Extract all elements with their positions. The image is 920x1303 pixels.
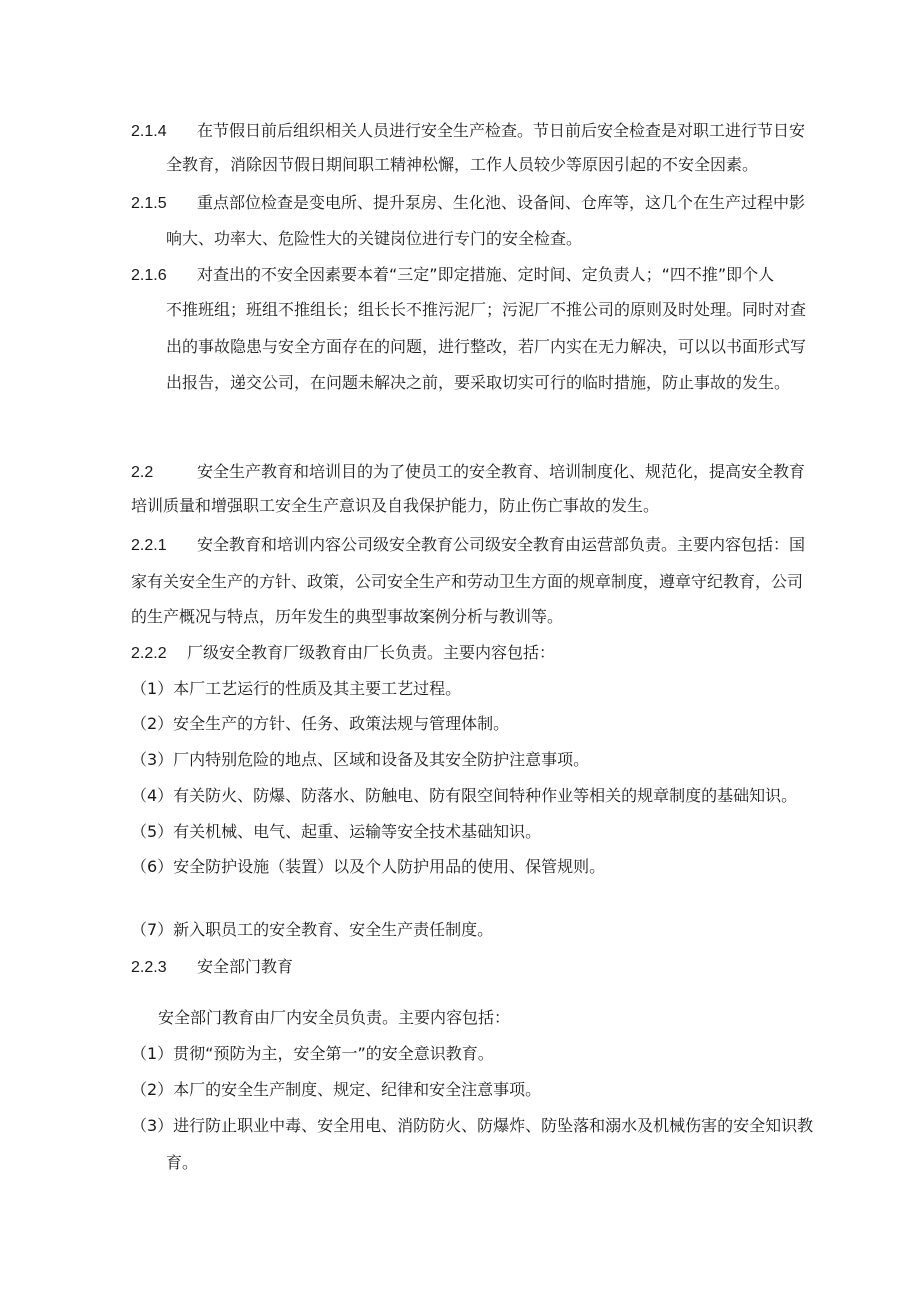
section-number: 2.2.2 (131, 645, 167, 662)
section-2-1-5-line-2: 响大、功率大、危险性大的关键岗位进行专门的安全检查。 (166, 229, 583, 248)
section-title: 安全部门教育 (197, 957, 294, 976)
section-2-2-line-1 (131, 462, 805, 483)
section-2-2-1-line-3: 的生产概况与特点，历年发生的典型事故案例分析与教训等。 (131, 607, 564, 626)
section-2-2-line-2: 培训质量和增强职工安全生产意识及自我保护能力，防止伤亡事故的发生。 (131, 496, 660, 515)
list-item: （2）本厂的安全生产制度、规定、纪律和安全注意事项。 (131, 1080, 542, 1099)
section-2-2-3-heading (131, 957, 293, 978)
list-item: （3）厂内特别危险的地点、区域和设备及其安全防护注意事项。 (131, 750, 590, 769)
section-number: 2.1.6 (131, 267, 167, 284)
paragraph-text: 在节假日前后组织相关人员进行安全生产检查。节日前后安全检查是对职工进行节日安 (197, 121, 806, 140)
section-2-2-1-line-1 (131, 535, 805, 556)
list-item: （4）有关防火、防爆、防落水、防触电、防有限空间特种作业等相关的规章制度的基础知识。 (131, 786, 798, 805)
section-2-2-3-intro: 安全部门教育由厂内安全员负责。主要内容包括： (158, 1008, 511, 1027)
section-number: 2.2.3 (131, 959, 167, 976)
section-2-2-2-heading (131, 643, 555, 664)
list-item: （2）安全生产的方针、任务、政策法规与管理体制。 (131, 714, 510, 733)
section-number: 2.2.1 (131, 537, 167, 554)
section-number: 2.1.4 (131, 123, 167, 140)
list-item-continuation: 育。 (166, 1153, 199, 1172)
paragraph-text: 重点部位检查是变电所、提升泵房、生化池、设备间、仓库等，这几个在生产过程中影 (197, 193, 806, 212)
list-item: （7）新入职员工的安全教育、安全生产责任制度。 (131, 920, 494, 939)
section-2-1-6-line-2: 不推班组；班组不推组长；组长长不推污泥厂；污泥厂不推公司的原则及时处理。同时对查 (166, 300, 807, 319)
section-2-1-6-line-1 (131, 265, 774, 286)
paragraph-text: 对查出的不安全因素要本着“三定”即定措施、定时间、定负责人；“四不推”即个人 (197, 265, 775, 284)
list-item: （6）安全防护设施（装置）以及个人防护用品的使用、保管规则。 (131, 857, 606, 876)
section-2-1-5-line-1 (131, 193, 805, 214)
paragraph-text: 厂级安全教育厂级教育由厂长负责。主要内容包括： (187, 643, 556, 662)
list-item: （1）本厂工艺运行的性质及其主要工艺过程。 (131, 679, 462, 698)
section-2-1-4-line-1 (131, 121, 805, 142)
list-item: （1）贯彻“预防为主，安全第一”的安全意识教育。 (131, 1044, 494, 1063)
paragraph-text: 安全生产教育和培训目的为了使员工的安全教育、培训制度化、规范化，提高安全教育 (197, 462, 806, 481)
section-2-2-1-line-2: 家有关安全生产的方针、政策，公司安全生产和劳动卫生方面的规章制度，遵章守纪教育，公司 (131, 572, 804, 591)
list-item: （3）进行防止职业中毒、安全用电、消防防火、防爆炸、防坠落和溺水及机械伤害的安全知识教 (131, 1116, 814, 1135)
section-number: 2.1.5 (131, 195, 167, 212)
section-number: 2.2 (131, 464, 154, 481)
section-2-1-6-line-3: 出的事故隐患与安全方面存在的问题，进行整改，若厂内实在无力解决，可以以书面形式写 (166, 337, 807, 356)
section-2-1-6-line-4: 出报告，递交公司，在问题未解决之前，要采取切实可行的临时措施，防止事故的发生。 (166, 373, 791, 392)
paragraph-text: 安全教育和培训内容公司级安全教育公司级安全教育由运营部负责。主要内容包括：国 (197, 535, 806, 554)
section-2-1-4-line-2: 全教育，消除因节假日期间职工精神松懈，工作人员较少等原因引起的不安全因素。 (166, 155, 759, 174)
list-item: （5）有关机械、电气、起重、运输等安全技术基础知识。 (131, 822, 542, 841)
